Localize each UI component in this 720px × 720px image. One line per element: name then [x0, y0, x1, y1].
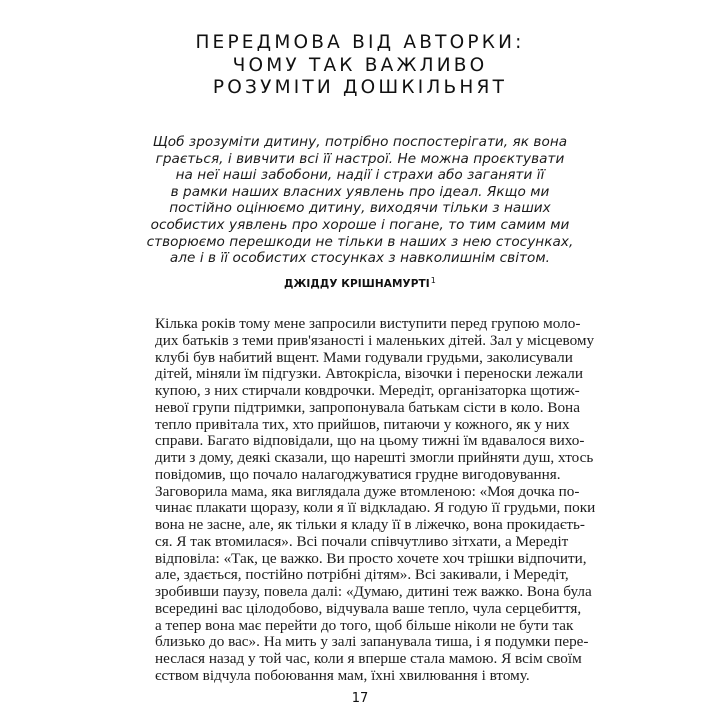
epigraph-line: створюємо перешкоди не тільки в наших з нею стосунках,: [146, 233, 574, 250]
epigraph-line: в рамки наших власних уявлень про ідеал. Якщо ми: [170, 183, 550, 200]
body-line: дих батьків з теми прив'язаності і маленьких дітей. Зал у місцевому: [155, 331, 595, 349]
body-line: дити з дому, деякі сказали, що нарешті змогли прийняти душ, хтось: [155, 449, 594, 466]
chapter-title-line: ПЕРЕДМОВА ВІД АВТОРКИ:: [195, 32, 525, 53]
epigraph-quote: [110, 134, 610, 267]
body-line: близько до вас». На мить у залі запанувала тиша, і я подумки пере-: [155, 633, 589, 651]
body-line: дітей, міняли їм підгузки. Автокрісла, візочки і переноски лежали: [155, 365, 583, 383]
footnote-marker[interactable]: 1: [430, 276, 436, 285]
body-line: зробивши паузу, повела далі: «Думаю, дитині теж важко. Вона була: [155, 583, 592, 600]
epigraph-author: ДЖІДДУ КРІШНАМУРТІ: [284, 278, 430, 290]
chapter-title-line: ЧОМУ ТАК ВАЖЛИВО: [232, 54, 488, 76]
epigraph-attribution: [0, 276, 720, 290]
body-line: відповіла: «Так, це важко. Ви просто хочете хоч трішки відпочити,: [155, 549, 587, 567]
body-line: Заговорила мама, яка виглядала дуже втомленою: «Моя дочка по-: [155, 482, 580, 500]
body-line: Кілька років тому мене запросили виступити перед групою моло-: [155, 315, 581, 332]
body-paragraph: [155, 315, 596, 685]
body-line: купою, з них стирчали ковдрочки. Мередіт, організаторка щотиж-: [155, 382, 580, 399]
epigraph-line: грається, і вивчити всі її настрої. Не можна проєктувати: [155, 150, 565, 167]
body-line: невої групи підтримки, запропонувала батькам сісти в коло. Вона: [155, 398, 580, 416]
body-line: повідомив, що почало налагоджуватися грудне вигодовування.: [155, 465, 561, 483]
epigraph-line: Щоб зрозуміти дитину, потрібно поспостерігати, як вона: [152, 134, 568, 150]
body-line: але, здається, постійно потрібні дітям». Всі закивали, і Мередіт,: [155, 566, 569, 584]
epigraph-line: але і в її особистих стосунках з навколишнім світом.: [169, 250, 551, 267]
body-line-last: єством відчула побоювання мам, їхні хвилювання і втому.: [155, 666, 530, 684]
body-line: вона не засне, але, як тільки я кладу її в ліжечко, вона прокидаєть-: [155, 516, 585, 533]
body-line: а тепер вона має перейти до того, щоб більше ніколи не бути так: [155, 616, 574, 634]
epigraph-line: постійно оцінюємо дитину, виходячи тільки з наших: [169, 200, 551, 217]
body-line: тепло привітала тих, хто прийшов, питаючи у кожного, як у них: [155, 415, 570, 433]
page-number: 17: [351, 691, 369, 706]
body-line: неслася назад у той час, коли я вперше стала мамою. Я всім своїм: [155, 650, 582, 667]
body-line: клубі був набитий вщент. Мами годували грудьми, заколисували: [155, 348, 573, 366]
chapter-title: [0, 32, 720, 100]
body-line: чинає плакати щоразу, коли я її відкладаю. Я годую її грудьми, поки: [155, 499, 596, 517]
body-line: справи. Багато відповідали, що на цьому тижні їм вдавалося вихо-: [155, 432, 585, 450]
chapter-title-line: РОЗУМІТИ ДОШКІЛЬНЯТ: [212, 77, 508, 98]
body-line: ся. Я так втомилася». Всі почали співчутливо зітхати, а Мередіт: [155, 532, 569, 550]
epigraph-line: особистих уявлень про хороше і погане, то тим самим ми: [150, 216, 570, 233]
epigraph-line: на неї наші забобони, надії і страхи або заганяти її: [175, 167, 545, 184]
body-line: всередині вас цілодобово, відчувала ваше тепло, чула серцебиття,: [155, 599, 582, 617]
